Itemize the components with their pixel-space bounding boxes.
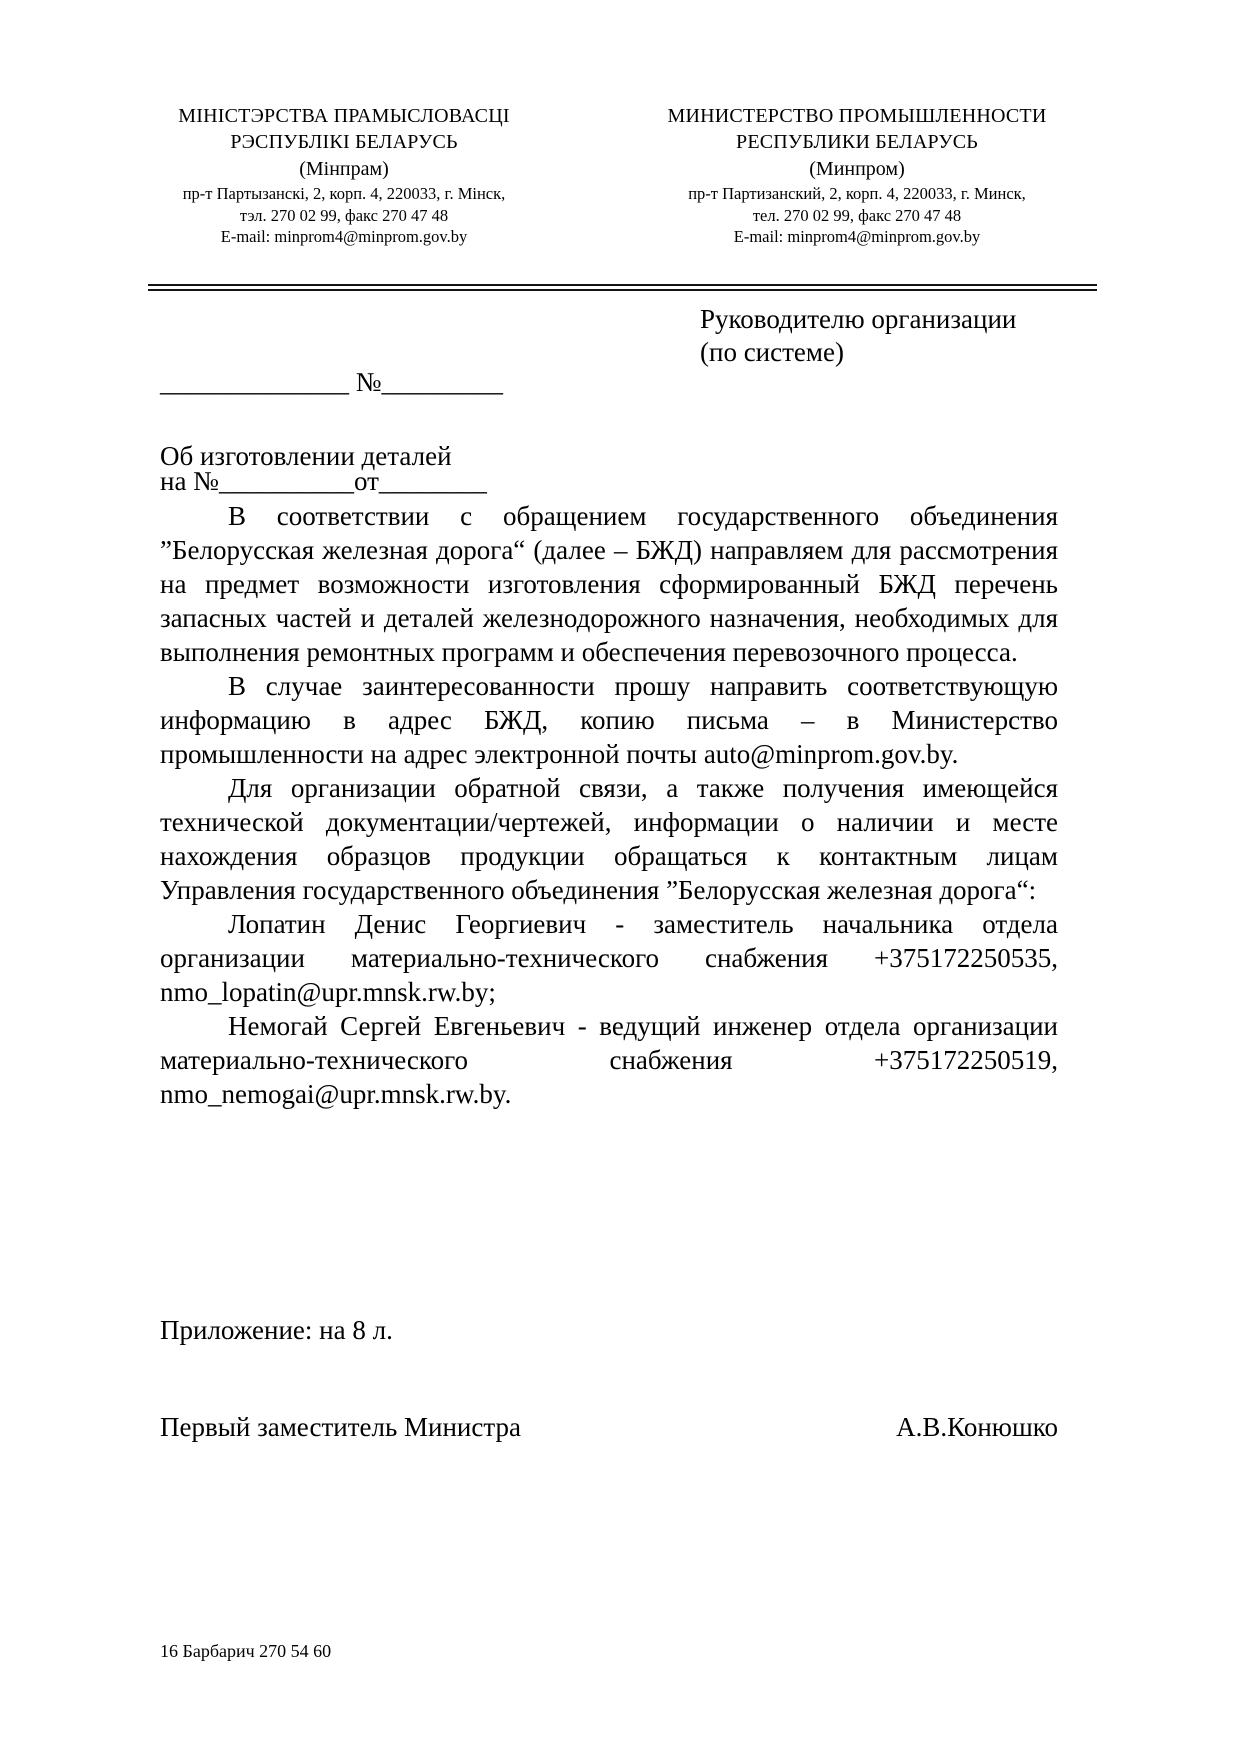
org-email-ru: E-mail: minprom4@minprom.gov.by xyxy=(733,227,981,246)
signature-title: Первый заместитель Министра xyxy=(160,1412,521,1442)
executor-note: 16 Барбарич 270 54 60 xyxy=(160,1641,332,1661)
subject-line: Об изготовлении деталей xyxy=(160,441,452,471)
addressee-line1: Руководителю организации xyxy=(700,304,1017,334)
org-name-by-line1: МІНІСТЭРСТВА ПРАМЫСЛОВАСЦІ xyxy=(178,105,510,127)
org-short-name-ru: (Минпром) xyxy=(809,158,905,180)
signature-name: А.В.Конюшко xyxy=(896,1412,1058,1442)
org-name-by-line2: РЭСПУБЛІКІ БЕЛАРУСЬ xyxy=(230,131,458,153)
addressee-line2: (по системе) xyxy=(700,337,844,367)
org-name-ru-line2: РЕСПУБЛИКИ БЕЛАРУСЬ xyxy=(736,131,978,153)
letterhead-right xyxy=(652,103,1062,248)
letterhead-left xyxy=(148,103,540,248)
paragraph-contact-2: Немогай Сергей Евгеньевич - ведущий инженер отдела организации материально-технического снабжения +375172250519, nmo_nemogai@upr.mnsk.rw.by. xyxy=(160,1011,1058,1109)
org-phone-by: тэл. 270 02 99, факс 270 47 48 xyxy=(239,205,449,225)
org-address-ru: пр-т Партизанский, 2, корп. 4, 220033, г. Минск, xyxy=(688,184,1026,203)
paragraph-intro: В соответствии с обращением государственного объединения ”Белорусская железная дорога“ (далее – БЖД) направляем для рассмотрения на предмет возможности изготовления сформированный БЖД перечень запасных частей и деталей железнодорожного назначения, необходимых для выполнения ремонтных программ и обеспечения перевозочного процесса. xyxy=(160,501,1058,667)
addressee-block xyxy=(700,303,1100,369)
paragraph-contacts: Для организации обратной связи, а также получения имеющейся технической документации/чертежей, информации о наличии и месте нахождения образцов продукции обращаться к контактным лицам Управления государственного объединения ”Белорусская железная дорога“: xyxy=(160,773,1058,905)
paragraph-contact-1: Лопатин Денис Георгиевич - заместитель начальника отдела организации материально-технического снабжения +375172250535, nmo_lopatin@upr.mnsk.rw.by; xyxy=(160,909,1058,1007)
ref-incoming-line: на №__________от________ xyxy=(160,466,487,496)
org-address-by: пр-т Партызанскі, 2, корп. 4, 220033, г. Мінск, xyxy=(182,184,506,203)
paragraph-request: В случае заинтересованности прошу направить соответствующую информацию в адрес БЖД, копию письма – в Министерство промышленности на адрес электронной почты auto@minprom.gov.by. xyxy=(160,671,1058,769)
org-name-ru-line1: МИНИСТЕРСТВО ПРОМЫШЛЕННОСТИ xyxy=(667,105,1047,127)
signature-row xyxy=(160,1412,1058,1443)
org-short-name-by: (Мінпрам) xyxy=(299,158,389,180)
letter-body xyxy=(160,499,1058,1111)
letterhead-divider-rule xyxy=(148,284,1097,291)
attachment-note: Приложение: на 8 л. xyxy=(160,1315,393,1345)
org-phone-ru: тел. 270 02 99, факс 270 47 48 xyxy=(752,205,962,225)
ref-outgoing-line: ______________ №_________ xyxy=(160,367,504,397)
org-email-by: E-mail: minprom4@minprom.gov.by xyxy=(220,227,468,246)
